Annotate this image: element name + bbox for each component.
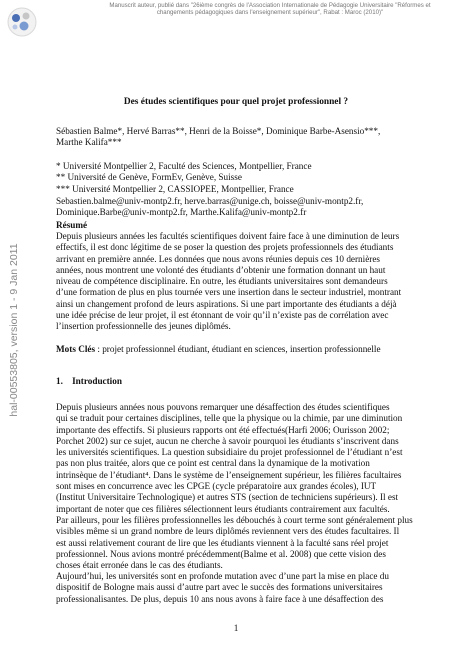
abstract-line: années, nous montrent une volonté des étudiants d’obtenir une formation donnant un haut [56,264,386,275]
hal-logo-icon [5,5,39,39]
intro-line: Par ailleurs, pour les filières professionnelles les débouchés à court terme sont généralement plus [56,514,413,525]
paragraph-line: dispositif de Bologne mais aussi d’autre part avec le succès des formations universitaires [56,582,383,593]
abstract-line: Depuis plusieurs années les facultés scientifiques doivent faire face à une diminution de leurs [56,231,400,241]
paper-title: Des études scientifiques pour quel projet professionnel ? [123,97,349,107]
keywords-text: : projet professionnel étudiant, étudiant en sciences, insertion professionnelle [95,344,381,354]
abstract-line: effectifs, il est donc légitime de se poser la question des projets professionnels des étudiants [56,242,394,253]
email-line: Sebastien.balme@univ-montp2.fr, herve.barras@unige.ch, boisse@univ-montp2.fr, [56,196,364,206]
intro-line: est aussi relativement courant de lire que les étudiants viennent à la faculté sans réel projet [56,537,389,548]
intro-line: Porchet 2002) sur ce sujet, aucun ne cherche à savoir pourquoi les étudiants s’inscrivent dans [56,435,399,446]
intro-line: pas non plus traitée, alors que ce point est central dans la dynamique de la motivation [56,458,370,469]
abstract-line: l’insertion professionnelle des jeunes diplômés. [56,321,231,332]
author-line: Sébastien Balme*, Hervé Barras**, Henri de la Boisse*, Dominique Barbe-Asensio***, [56,126,381,136]
affiliation-list [56,161,416,195]
header-line-1: Manuscrit auteur, publié dans "26ième congrès de l'Association Internationale de Pédagogie Universitaire "Réformes et [109,2,431,9]
email-list [56,196,416,219]
paragraph-line: Aujourd’hui, les universités sont en profonde mutation avec d’une part la mise en place du [56,571,389,581]
intro-line: (Institut Universitaire Technologique) et autres STS (section de techniciens supérieurs). Il est [56,492,399,503]
second-paragraph [56,571,416,605]
intro-line: choses était erronée dans le cas des étudiants. [56,560,223,571]
abstract-line: d’une formation de plus en plus tournée vers une insertion dans le secteur industriel, montrant [56,287,402,298]
intro-line: visibles même si un grand nombre de leurs diplômés reviennent vers des études facultaires. Il [56,526,400,537]
email-line: Dominique.Barbe@univ-montp2.fr, Marthe.Kalifa@univ-montp2.fr [56,207,307,218]
affiliation-line: ** Université de Genève, FormEv, Genève, Suisse [56,172,242,183]
abstract-heading: Résumé [56,220,88,230]
intro-line: les universités scientifiques. La question subsidiaire du projet professionnel de l’étudiant n’est [56,447,403,458]
abstract-line: niveau de compétence disciplinaire. En outre, les étudiants universitaires sont demandeurs [56,276,388,287]
intro-line: professionnel. Nous avions montré précédemment(Balme et al. 2008) que cette vision des [56,548,386,559]
page-number: 1 [233,623,239,633]
introduction-heading: 1. Introduction [56,376,122,386]
abstract-line: arrivant en première année. Les données que nous avons réunies depuis ces 10 dernières [56,253,380,264]
introduction-text [56,402,416,571]
conference-header [70,2,470,17]
intro-line: sont mises en concurrence avec les CPGE (cycle préparatoire aux grandes écoles), IUT [56,481,377,492]
hal-identifier-text: hal-00553805, version 1 - 9 Jan 2011 [8,243,20,417]
abstract-text [56,231,416,333]
affiliation-line: *** Université Montpellier 2, CASSIOPEE, Montpellier, France [56,183,294,194]
author-line: Marthe Kalifa*** [56,137,122,148]
hal-identifier-sidebar [4,240,24,420]
intro-line: intrinsèque de l’étudiant⁴. Dans le système de l’enseignement supérieur, les filières facultaires [56,469,402,480]
keywords [56,344,416,355]
intro-line: importante des effectifs. Si plusieurs rapports ont été effectués(Harfi 2006; Ourisson 2002; [56,424,390,435]
author-list [56,126,416,149]
abstract-line: une idée précise de leur projet, il est étonnant de voir qu’il n’existe pas de corrélation avec [56,310,389,321]
intro-line: Depuis plusieurs années nous pouvons remarquer une désaffection des études scientifiques [56,402,390,412]
intro-line: important de noter que ces filières sélectionnent leurs étudiants contrairement aux facultés. [56,503,390,514]
affiliation-line: * Université Montpellier 2, Faculté des Sciences, Montpellier, France [56,161,312,171]
paragraph-line: professionalisantes. De plus, depuis 10 ans nous avons à faire face à une désaffection des [56,593,384,604]
header-line-2: changements pédagogiques dans l'enseignement supérieur", Rabat : Maroc (2010)" [156,9,384,17]
intro-line: qui se traduit pour certaines disciplines, telle que la physique ou la chimie, par une diminution [56,413,403,424]
abstract-line: ainsi un changement profond de leurs aspirations. Si une part importante des étudiants a déjà [56,298,397,309]
keywords-label: Mots Clés [56,344,96,354]
